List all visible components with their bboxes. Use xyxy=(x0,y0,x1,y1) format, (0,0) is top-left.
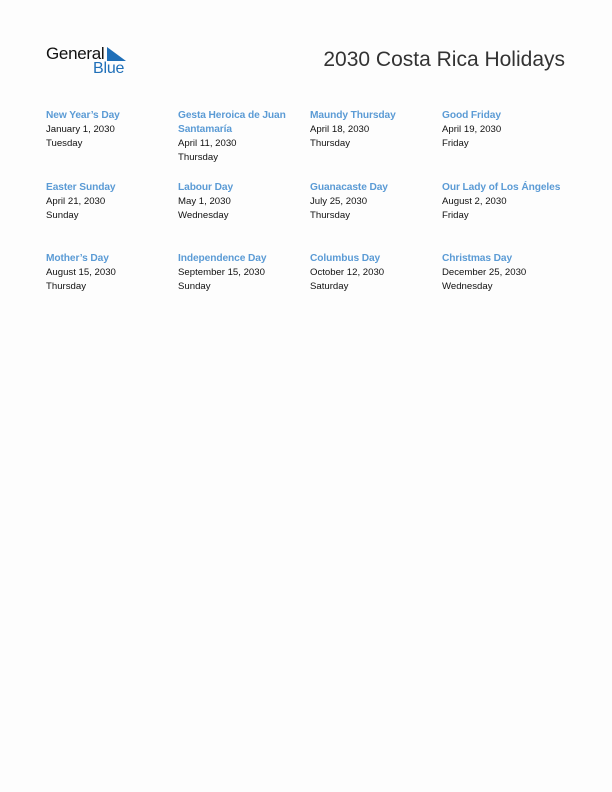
holiday-weekday: Thursday xyxy=(178,152,218,163)
holiday-date: September 15, 2030 xyxy=(178,267,265,278)
holiday-item xyxy=(178,109,310,181)
holiday-weekday: Saturday xyxy=(310,281,349,292)
holiday-name: Gesta Heroica de Juan Santamaría xyxy=(178,110,286,135)
holiday-item xyxy=(310,252,442,324)
holiday-weekday: Thursday xyxy=(310,210,350,221)
page-title: 2030 Costa Rica Holidays xyxy=(323,48,565,71)
holiday-name: Good Friday xyxy=(442,110,501,121)
holiday-date: April 21, 2030 xyxy=(46,196,106,207)
holiday-weekday: Wednesday xyxy=(178,210,229,221)
holiday-name: Maundy Thursday xyxy=(310,110,396,121)
holiday-grid xyxy=(46,109,576,324)
holiday-weekday: Sunday xyxy=(178,281,211,292)
logo-general-text: General xyxy=(46,44,105,63)
holiday-weekday: Friday xyxy=(442,138,469,149)
holiday-date: July 25, 2030 xyxy=(310,196,368,207)
holiday-date: April 11, 2030 xyxy=(178,138,237,149)
holiday-item xyxy=(442,109,574,181)
holiday-date: October 12, 2030 xyxy=(310,267,385,278)
holiday-item xyxy=(178,181,310,252)
holiday-item xyxy=(442,252,574,324)
holiday-name: Guanacaste Day xyxy=(310,182,388,193)
holiday-date: April 19, 2030 xyxy=(442,124,502,135)
holiday-date: May 1, 2030 xyxy=(178,196,231,207)
generalblue-logo xyxy=(46,44,130,80)
holiday-date: August 2, 2030 xyxy=(442,196,507,207)
holiday-name: Easter Sunday xyxy=(46,182,116,193)
holiday-name: Our Lady of Los Ángeles xyxy=(442,182,561,193)
holiday-name: Labour Day xyxy=(178,182,234,193)
holiday-name: Christmas Day xyxy=(442,253,513,264)
holiday-item xyxy=(46,181,178,252)
holiday-weekday: Tuesday xyxy=(46,138,83,149)
holiday-date: August 15, 2030 xyxy=(46,267,116,278)
holiday-name: Mother’s Day xyxy=(46,253,109,264)
holiday-item xyxy=(310,181,442,252)
holiday-name: Independence Day xyxy=(178,253,267,264)
holiday-item xyxy=(442,181,574,252)
holiday-weekday: Thursday xyxy=(310,138,350,149)
logo-flag-icon xyxy=(107,47,126,61)
holiday-item xyxy=(178,252,310,324)
holiday-name: New Year’s Day xyxy=(46,110,120,121)
holiday-name: Columbus Day xyxy=(310,253,381,264)
holiday-weekday: Sunday xyxy=(46,210,79,221)
holiday-weekday: Thursday xyxy=(46,281,86,292)
holiday-item xyxy=(46,252,178,324)
holiday-item xyxy=(46,109,178,181)
holiday-date: January 1, 2030 xyxy=(46,124,115,135)
holiday-date: December 25, 2030 xyxy=(442,267,527,278)
holiday-weekday: Friday xyxy=(442,210,469,221)
holiday-item xyxy=(310,109,442,181)
logo-blue-text: Blue xyxy=(93,60,125,77)
holiday-date: April 18, 2030 xyxy=(310,124,370,135)
holiday-weekday: Wednesday xyxy=(442,281,493,292)
